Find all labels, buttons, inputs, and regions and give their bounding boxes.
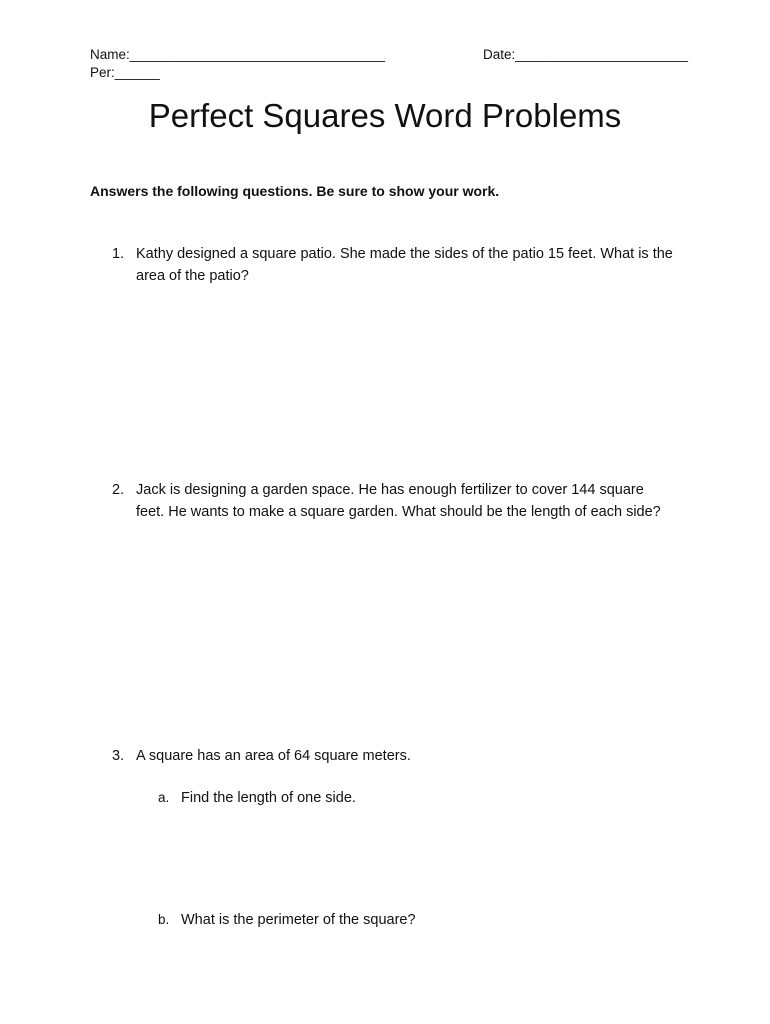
part-a-label: a. <box>158 790 170 805</box>
question-2 <box>112 479 692 529</box>
name-blank[interactable]: __________________________________ <box>129 47 386 62</box>
question-number: 2. <box>112 482 125 498</box>
question-number: 1. <box>112 246 125 262</box>
question-1 <box>112 243 692 293</box>
part-b-label: b. <box>158 912 170 927</box>
period-field[interactable] <box>90 64 160 82</box>
period-blank[interactable]: ______ <box>114 65 160 80</box>
part-b-text: What is the perimeter of the square? <box>181 912 416 928</box>
instructions: Answers the following questions. Be sure to show your work. <box>90 183 500 199</box>
question-number: 3. <box>112 748 125 764</box>
date-field[interactable] <box>483 46 688 64</box>
question-3 <box>112 745 692 945</box>
question-text: A square has an area of 64 square meters. <box>136 748 411 764</box>
question-text: Jack is designing a garden space. He has enough fertilizer to cover 144 square feet. He wants to make a square garden. What should be the length of each side? <box>136 482 661 520</box>
date-blank[interactable]: _______________________ <box>515 47 688 62</box>
date-label: Date: <box>483 47 516 62</box>
part-a-text: Find the length of one side. <box>181 790 356 806</box>
name-label: Name: <box>90 47 130 62</box>
question-text: Kathy designed a square patio. She made the sides of the patio 15 feet. What is the area of the patio? <box>136 246 673 284</box>
page-title: Perfect Squares Word Problems <box>148 97 622 134</box>
period-label: Per: <box>90 65 115 80</box>
name-field[interactable] <box>90 46 385 64</box>
